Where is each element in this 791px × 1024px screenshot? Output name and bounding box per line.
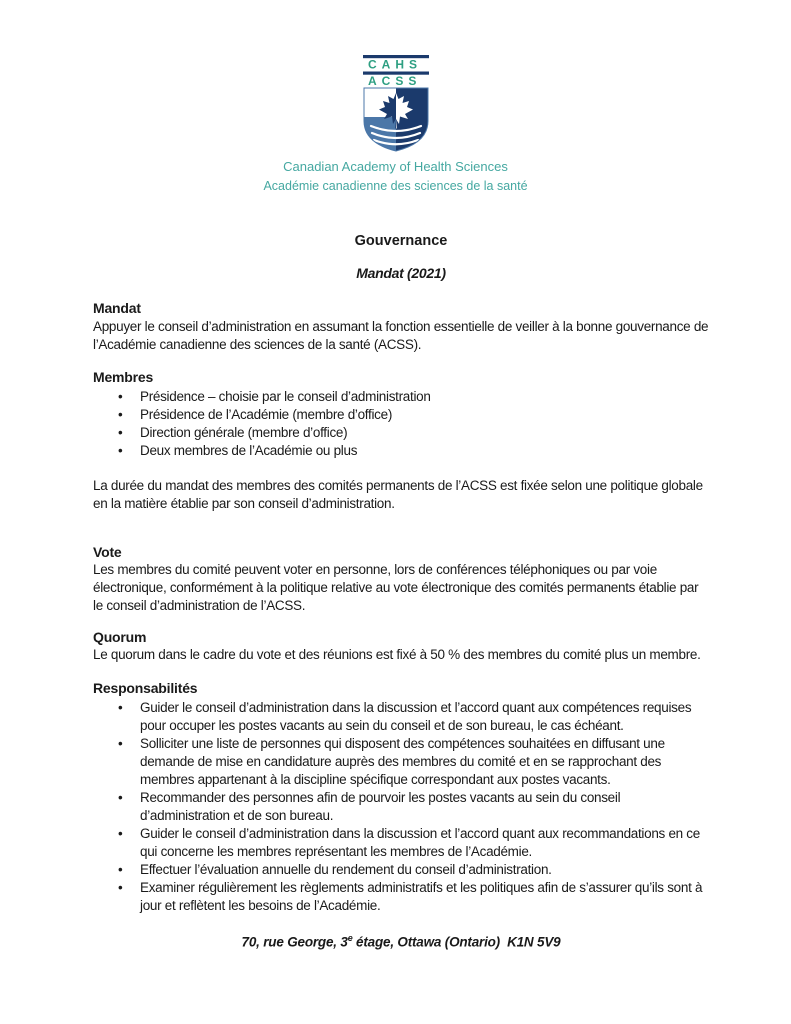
page-subtitle: Mandat (2021) bbox=[356, 265, 446, 281]
membres-list bbox=[93, 388, 709, 460]
heading-responsabilites: Responsabilités bbox=[93, 680, 198, 696]
page-title: Gouvernance bbox=[354, 233, 448, 249]
list-item: • Direction générale (membre d’office) bbox=[93, 424, 709, 442]
cahs-logo-icon bbox=[360, 55, 432, 152]
heading-membres: Membres bbox=[93, 369, 154, 385]
list-item: • Recommander des personnes afin de pourvoir les postes vacants au sein du conseil d’administration et de son bureau. bbox=[93, 789, 709, 825]
paragraph-duree-mandat: La durée du mandat des membres des comités permanents de l’ACSS est fixée selon une politique globale en la matière établie par son conseil d’administration. bbox=[93, 478, 703, 511]
list-item: • Effectuer l’évaluation annuelle du rendement du conseil d’administration. bbox=[93, 861, 709, 879]
paragraph-mandat: Appuyer le conseil d’administration en assumant la fonction essentielle de veiller à la bonne gouvernance de l’Académie canadienne des sciences de la santé (ACSS). bbox=[93, 319, 709, 352]
logo-acronym-fr: ACSS bbox=[367, 74, 421, 88]
list-item: • Examiner régulièrement les règlements administratifs et les politiques afin de s’assurer qu’ils sont à jour et reflètent les besoins de l’Académie. bbox=[93, 879, 709, 915]
heading-mandat: Mandat bbox=[93, 300, 141, 316]
list-item: • Deux membres de l’Académie ou plus bbox=[93, 442, 709, 460]
heading-vote: Vote bbox=[93, 544, 122, 560]
org-name-french: Académie canadienne des sciences de la santé bbox=[263, 179, 528, 193]
responsabilites-list bbox=[93, 699, 709, 915]
footer-address-part2: étage, Ottawa (Ontario) K1N 5V9 bbox=[352, 934, 561, 950]
list-item: • Présidence de l’Académie (membre d’office) bbox=[93, 406, 709, 424]
footer-address-part1: 70, rue George, 3 bbox=[241, 934, 348, 950]
section-quorum bbox=[93, 628, 709, 664]
logo-block bbox=[0, 0, 791, 194]
logo-acronym-en: CAHS bbox=[367, 57, 422, 72]
list-item: • Solliciter une liste de personnes qui disposent des compétences souhaitées en diffusant une demande de mise en candidature auprès des membres du comité et en se rapprochant des membres appartenant à la discipline spécifique correspondant aux postes vacants. bbox=[93, 735, 709, 789]
address-footer bbox=[93, 929, 709, 952]
section-mandat bbox=[93, 299, 709, 354]
shield-icon bbox=[364, 88, 428, 151]
list-item: • Présidence – choisie par le conseil d’administration bbox=[93, 388, 709, 406]
paragraph-vote: Les membres du comité peuvent voter en personne, lors de conférences téléphoniques ou par voie électronique, conformément à la politique relative au vote électronique des comités permanents établie par le conseil d’administration de l’ACSS. bbox=[93, 562, 699, 613]
list-item: • Guider le conseil d’administration dans la discussion et l’accord quant aux compétences requises pour occuper les postes vacants au sein du conseil et de son bureau, le cas échéant. bbox=[93, 699, 709, 735]
section-vote bbox=[93, 543, 709, 615]
list-item: • Guider le conseil d’administration dans la discussion et l’accord quant aux recommandations en ce qui concerne les membres représentant les membres de l’Académie. bbox=[93, 825, 709, 861]
section-membres bbox=[93, 368, 709, 513]
org-name-english: Canadian Academy of Health Sciences bbox=[283, 159, 508, 174]
document-body bbox=[0, 232, 791, 952]
footer-address-superscript: e bbox=[347, 933, 353, 943]
section-responsabilites bbox=[93, 679, 709, 915]
paragraph-quorum: Le quorum dans le cadre du vote et des réunions est fixé à 50 % des membres du comité plus un membre. bbox=[93, 647, 701, 662]
heading-quorum: Quorum bbox=[93, 629, 147, 645]
